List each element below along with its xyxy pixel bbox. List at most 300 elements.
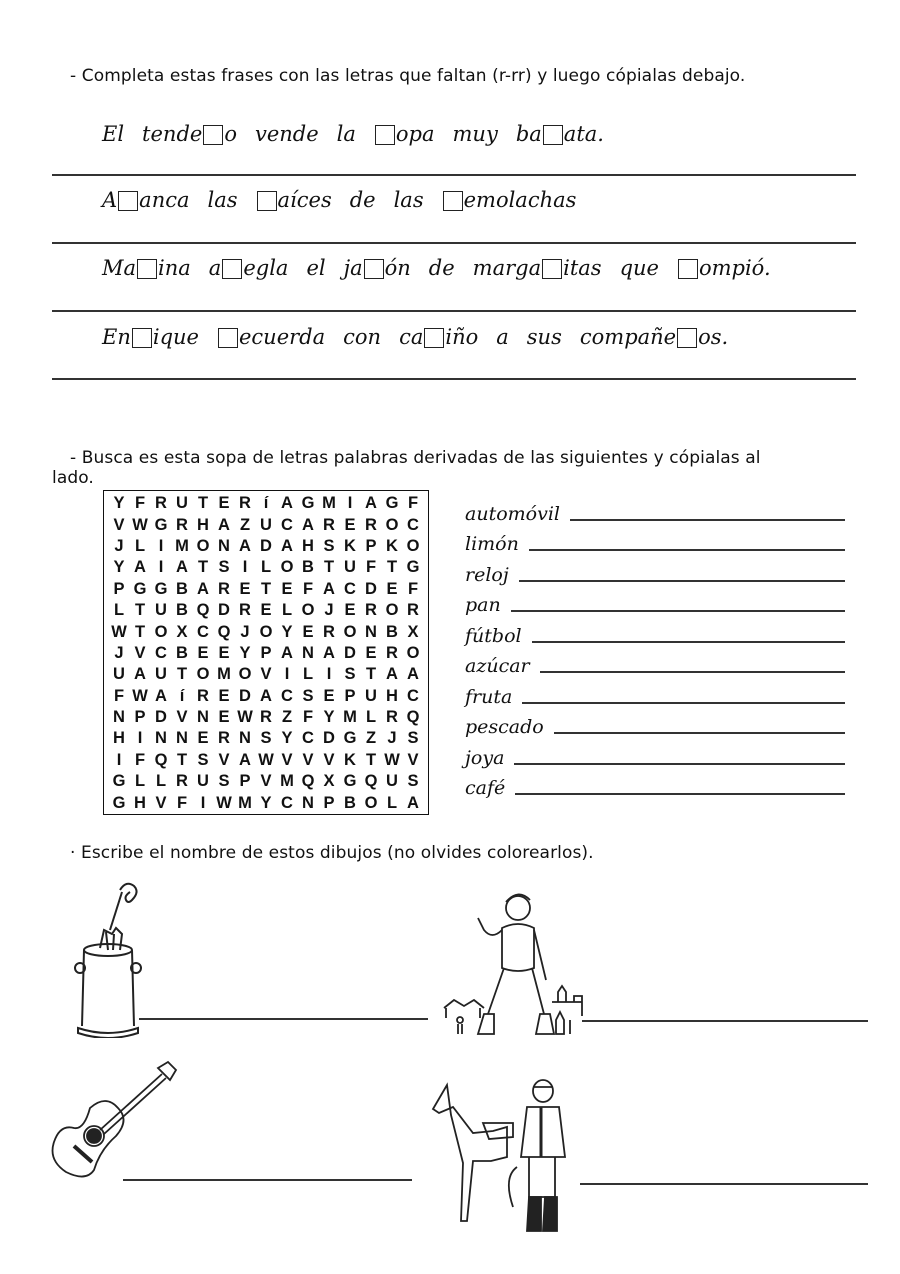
grid-letter[interactable]: E <box>197 643 209 662</box>
grid-letter[interactable]: I <box>284 665 290 684</box>
grid-letter[interactable]: T <box>365 665 377 684</box>
word-list-item <box>465 677 845 708</box>
grid-letter[interactable]: L <box>134 536 146 555</box>
grid-letter[interactable]: L <box>302 665 314 684</box>
grid-letter[interactable]: S <box>407 772 419 791</box>
grid-letter[interactable]: P <box>134 708 146 727</box>
grid-letter[interactable]: N <box>197 708 209 727</box>
derived-word-answer-line[interactable] <box>519 580 845 582</box>
grid-letter[interactable]: M <box>343 708 357 727</box>
grid-letter[interactable]: W <box>216 793 232 812</box>
grid-letter[interactable]: E <box>218 708 230 727</box>
grid-letter[interactable]: A <box>281 643 293 662</box>
grid-letter[interactable]: P <box>365 536 377 555</box>
derived-word-answer-line[interactable] <box>532 641 845 643</box>
answer-line-3[interactable] <box>123 1179 412 1181</box>
letter-gap-box[interactable] <box>257 191 277 211</box>
grid-letter[interactable]: N <box>365 622 377 641</box>
grid-letter[interactable]: A <box>365 494 377 513</box>
grid-letter[interactable]: Z <box>365 729 377 748</box>
grid-letter[interactable]: R <box>218 579 230 598</box>
sentence-word <box>217 325 325 349</box>
letter-gap-box[interactable] <box>132 328 152 348</box>
grid-letter[interactable]: R <box>260 708 272 727</box>
grid-letter[interactable]: T <box>197 494 209 513</box>
grid-letter[interactable]: F <box>176 793 188 812</box>
grid-letter[interactable]: R <box>323 622 335 641</box>
sentence-word <box>256 188 332 212</box>
word-search-grid[interactable] <box>103 490 429 815</box>
grid-letter[interactable]: V <box>323 750 335 769</box>
grid-row <box>109 686 423 707</box>
grid-letter[interactable]: A <box>239 750 251 769</box>
grid-letter[interactable]: Q <box>217 622 231 641</box>
grid-letter[interactable]: F <box>134 750 146 769</box>
grid-letter[interactable]: C <box>302 729 314 748</box>
letter-gap-box[interactable] <box>364 259 384 279</box>
source-word: limón <box>465 533 519 555</box>
grid-letter[interactable]: E <box>197 729 209 748</box>
grid-letter[interactable]: A <box>407 665 419 684</box>
grid-letter[interactable]: A <box>218 515 230 534</box>
grid-letter[interactable]: D <box>155 708 167 727</box>
grid-letter[interactable]: R <box>386 643 398 662</box>
grid-letter[interactable]: A <box>281 494 293 513</box>
grid-letter[interactable]: O <box>154 622 168 641</box>
grid-letter[interactable]: G <box>154 579 168 598</box>
grid-letter[interactable]: O <box>238 665 252 684</box>
grid-letter[interactable]: G <box>112 793 126 812</box>
grid-letter[interactable]: E <box>344 601 356 620</box>
derived-word-answer-line[interactable] <box>554 732 845 734</box>
grid-letter[interactable]: R <box>218 729 230 748</box>
grid-letter[interactable]: J <box>114 536 124 555</box>
grid-letter[interactable]: I <box>347 494 353 513</box>
copy-line-2[interactable] <box>52 242 856 244</box>
grid-letter[interactable]: T <box>197 558 209 577</box>
grid-letter[interactable]: R <box>197 686 209 705</box>
grid-letter[interactable]: E <box>218 494 230 513</box>
grid-letter[interactable]: C <box>344 579 356 598</box>
grid-letter[interactable]: í <box>263 494 269 513</box>
grid-letter[interactable]: B <box>176 643 188 662</box>
sentence-2 <box>102 188 594 212</box>
grid-letter[interactable]: U <box>260 515 272 534</box>
grid-letter[interactable]: U <box>155 665 167 684</box>
word-fragment: sus <box>526 325 562 349</box>
grid-row <box>109 643 423 664</box>
grid-letter[interactable]: J <box>324 601 334 620</box>
word-fragment: ja <box>343 256 363 280</box>
grid-letter[interactable]: E <box>218 643 230 662</box>
grid-letter[interactable]: I <box>242 558 248 577</box>
grid-letter[interactable]: V <box>260 772 272 791</box>
sentence-word <box>209 256 289 280</box>
grid-letter[interactable]: F <box>134 494 146 513</box>
grid-letter[interactable]: E <box>260 601 272 620</box>
grid-letter[interactable]: E <box>323 686 335 705</box>
letter-gap-box[interactable] <box>542 259 562 279</box>
grid-letter[interactable]: U <box>155 601 167 620</box>
grid-letter[interactable]: E <box>218 686 230 705</box>
word-fragment: iño <box>445 325 479 349</box>
grid-letter[interactable]: V <box>134 643 146 662</box>
grid-letter[interactable]: I <box>200 793 206 812</box>
grid-letter[interactable]: T <box>176 750 188 769</box>
grid-letter[interactable]: Y <box>281 729 293 748</box>
grid-letter[interactable]: C <box>197 622 209 641</box>
grid-letter[interactable]: G <box>343 772 357 791</box>
grid-letter[interactable]: L <box>155 772 167 791</box>
grid-letter[interactable]: F <box>407 579 419 598</box>
grid-letter[interactable]: H <box>134 793 146 812</box>
grid-letter[interactable]: N <box>302 643 314 662</box>
word-list-item <box>465 708 845 739</box>
grid-letter[interactable]: A <box>281 536 293 555</box>
letter-gap-box[interactable] <box>678 259 698 279</box>
sentence-word <box>394 188 424 212</box>
copy-line-1[interactable] <box>52 174 856 176</box>
source-word: café <box>465 777 506 799</box>
grid-letter[interactable]: I <box>326 665 332 684</box>
grid-letter[interactable]: J <box>387 729 397 748</box>
grid-letter[interactable]: Y <box>239 643 251 662</box>
answer-line-2[interactable] <box>582 1020 868 1022</box>
grid-letter[interactable]: I <box>116 750 122 769</box>
letter-gap-box[interactable] <box>218 328 238 348</box>
grid-letter[interactable]: Q <box>406 708 420 727</box>
grid-letter[interactable]: O <box>385 515 399 534</box>
grid-letter[interactable]: H <box>386 686 398 705</box>
grid-letter[interactable]: D <box>239 686 251 705</box>
grid-letter[interactable]: W <box>132 515 148 534</box>
grid-letter[interactable]: W <box>111 622 127 641</box>
grid-letter[interactable]: B <box>176 579 188 598</box>
letter-gap-box[interactable] <box>443 191 463 211</box>
grid-letter[interactable]: í <box>179 686 185 705</box>
grid-letter[interactable]: V <box>155 793 167 812</box>
copy-line-4[interactable] <box>52 378 856 380</box>
grid-letter[interactable]: B <box>176 601 188 620</box>
word-list-item <box>465 555 845 586</box>
word-fragment: las <box>393 188 424 212</box>
word-fragment: ique <box>152 325 199 349</box>
grid-letter[interactable]: U <box>386 772 398 791</box>
grid-letter[interactable]: I <box>137 729 143 748</box>
grid-letter[interactable]: N <box>302 793 314 812</box>
grid-letter[interactable]: E <box>239 579 251 598</box>
grid-row <box>109 728 423 749</box>
sentence-word <box>102 256 191 280</box>
grid-letter[interactable]: L <box>365 708 377 727</box>
grid-letter[interactable]: Z <box>281 708 293 727</box>
grid-letter[interactable]: Z <box>239 515 251 534</box>
grid-letter[interactable]: M <box>175 536 189 555</box>
word-fragment: ba <box>515 122 542 146</box>
grid-letter[interactable]: C <box>281 515 293 534</box>
grid-letter[interactable]: H <box>197 515 209 534</box>
grid-letter[interactable]: S <box>197 750 209 769</box>
grid-letter[interactable]: R <box>407 601 419 620</box>
letter-gap-box[interactable] <box>222 259 242 279</box>
grid-letter[interactable]: L <box>113 601 125 620</box>
grid-row <box>109 707 423 728</box>
grid-letter[interactable]: S <box>344 665 356 684</box>
grid-letter[interactable]: I <box>158 558 164 577</box>
grid-letter[interactable]: G <box>385 494 399 513</box>
grid-letter[interactable]: U <box>113 665 125 684</box>
grid-letter[interactable]: K <box>344 750 356 769</box>
grid-letter[interactable]: T <box>134 601 146 620</box>
letter-gap-box[interactable] <box>118 191 138 211</box>
grid-letter[interactable]: D <box>344 643 356 662</box>
sentence-word <box>527 325 562 349</box>
word-list-item <box>465 769 845 800</box>
grid-letter[interactable]: V <box>218 750 230 769</box>
instruction-word-search-cont: lado. <box>52 468 94 488</box>
grid-letter[interactable]: O <box>196 536 210 555</box>
grid-letter[interactable]: A <box>386 665 398 684</box>
grid-letter[interactable]: S <box>260 729 272 748</box>
guitar-icon <box>50 1060 190 1185</box>
grid-letter[interactable]: E <box>344 515 356 534</box>
grid-letter[interactable]: O <box>343 622 357 641</box>
grid-letter[interactable]: R <box>323 515 335 534</box>
sentence-word <box>620 256 659 280</box>
grid-letter[interactable]: R <box>239 494 251 513</box>
grid-letter[interactable]: O <box>259 622 273 641</box>
grid-letter[interactable]: T <box>134 622 146 641</box>
grid-letter[interactable]: X <box>407 622 419 641</box>
letter-gap-box[interactable] <box>424 328 444 348</box>
grid-letter[interactable]: P <box>323 793 335 812</box>
word-fragment: ata. <box>563 122 604 146</box>
grid-letter[interactable]: O <box>406 536 420 555</box>
grid-letter[interactable]: T <box>323 558 335 577</box>
grid-letter[interactable]: K <box>386 536 398 555</box>
grid-letter[interactable]: T <box>260 579 272 598</box>
grid-letter[interactable]: U <box>344 558 356 577</box>
grid-letter[interactable]: B <box>386 622 398 641</box>
letter-gap-box[interactable] <box>375 125 395 145</box>
grid-letter[interactable]: Y <box>281 622 293 641</box>
grid-letter[interactable]: L <box>281 601 293 620</box>
grid-letter[interactable]: A <box>134 665 146 684</box>
grid-letter[interactable]: J <box>240 622 250 641</box>
grid-letter[interactable]: D <box>365 579 377 598</box>
answer-line-4[interactable] <box>580 1183 868 1185</box>
grid-letter[interactable]: W <box>132 686 148 705</box>
grid-letter[interactable]: P <box>239 772 251 791</box>
grid-letter[interactable]: H <box>113 729 125 748</box>
sentence-word <box>429 256 455 280</box>
word-fragment: el <box>306 256 326 280</box>
grid-letter[interactable]: K <box>344 536 356 555</box>
grid-letter[interactable]: N <box>218 536 230 555</box>
grid-letter[interactable]: W <box>384 750 400 769</box>
grid-letter[interactable]: I <box>158 536 164 555</box>
grid-letter[interactable]: B <box>302 558 314 577</box>
grid-letter[interactable]: C <box>281 793 293 812</box>
grid-letter[interactable]: E <box>386 579 398 598</box>
grid-letter[interactable]: Q <box>364 772 378 791</box>
grid-letter[interactable]: O <box>196 665 210 684</box>
sentence-word <box>399 325 478 349</box>
grid-letter[interactable]: F <box>302 579 314 598</box>
grid-letter[interactable]: F <box>302 708 314 727</box>
letter-gap-box[interactable] <box>677 328 697 348</box>
grid-letter[interactable]: N <box>155 729 167 748</box>
grid-letter[interactable]: A <box>323 643 335 662</box>
grid-letter[interactable]: R <box>239 601 251 620</box>
grid-letter[interactable]: W <box>237 708 253 727</box>
grid-letter[interactable]: Q <box>154 750 168 769</box>
grid-letter[interactable]: F <box>407 494 419 513</box>
grid-letter[interactable]: M <box>238 793 252 812</box>
grid-letter[interactable]: S <box>407 729 419 748</box>
grid-letter[interactable]: P <box>113 579 125 598</box>
grid-letter[interactable]: S <box>218 772 230 791</box>
grid-letter[interactable]: G <box>343 729 357 748</box>
derived-word-answer-line[interactable] <box>540 671 845 673</box>
grid-letter[interactable]: R <box>365 515 377 534</box>
grid-letter[interactable]: D <box>260 536 272 555</box>
grid-letter[interactable]: E <box>281 579 293 598</box>
grid-letter[interactable]: U <box>197 772 209 791</box>
grid-letter[interactable]: V <box>407 750 419 769</box>
grid-letter[interactable]: D <box>218 601 230 620</box>
grid-letter[interactable]: M <box>217 665 231 684</box>
grid-letter[interactable]: C <box>281 686 293 705</box>
grid-letter[interactable]: T <box>386 558 398 577</box>
derived-word-answer-line[interactable] <box>522 702 845 704</box>
grid-letter[interactable]: V <box>281 750 293 769</box>
grid-letter[interactable]: B <box>344 793 356 812</box>
word-list-item <box>465 738 845 769</box>
grid-letter[interactable]: O <box>385 601 399 620</box>
horse-rider-icon <box>425 1075 575 1235</box>
grid-letter[interactable]: Y <box>113 494 125 513</box>
derived-word-answer-line[interactable] <box>529 549 845 551</box>
grid-letter[interactable]: G <box>406 558 420 577</box>
grid-letter[interactable]: O <box>364 793 378 812</box>
grid-letter[interactable]: G <box>154 515 168 534</box>
sentence-word <box>102 188 190 212</box>
grid-letter[interactable]: C <box>155 643 167 662</box>
grid-letter[interactable]: M <box>322 494 336 513</box>
grid-letter[interactable]: P <box>344 686 356 705</box>
grid-letter[interactable]: H <box>302 536 314 555</box>
grid-letter[interactable]: G <box>133 579 147 598</box>
grid-letter[interactable]: A <box>302 515 314 534</box>
letter-gap-box[interactable] <box>543 125 563 145</box>
grid-letter[interactable]: G <box>112 772 126 791</box>
grid-letter[interactable]: Q <box>196 601 210 620</box>
letter-gap-box[interactable] <box>203 125 223 145</box>
grid-letter[interactable]: V <box>302 750 314 769</box>
grid-letter[interactable]: O <box>301 601 315 620</box>
grid-letter[interactable]: E <box>365 643 377 662</box>
word-fragment: En <box>102 325 131 349</box>
grid-letter[interactable]: A <box>176 558 188 577</box>
grid-letter[interactable]: N <box>176 729 188 748</box>
grid-letter[interactable]: D <box>323 729 335 748</box>
letter-gap-box[interactable] <box>137 259 157 279</box>
grid-letter[interactable]: R <box>155 494 167 513</box>
grid-letter[interactable]: S <box>302 686 314 705</box>
word-fragment: ca <box>399 325 424 349</box>
grid-letter[interactable]: X <box>176 622 188 641</box>
grid-letter[interactable]: Y <box>113 558 125 577</box>
grid-letter[interactable]: R <box>176 515 188 534</box>
word-fragment: ecuerda <box>238 325 326 349</box>
word-fragment: Ma <box>102 256 137 280</box>
grid-letter[interactable]: L <box>134 772 146 791</box>
grid-letter[interactable]: J <box>114 643 124 662</box>
grid-letter[interactable]: Y <box>323 708 335 727</box>
grid-letter[interactable]: A <box>239 536 251 555</box>
grid-letter[interactable]: A <box>407 793 419 812</box>
grid-letter[interactable]: A <box>323 579 335 598</box>
grid-letter[interactable]: L <box>260 558 272 577</box>
grid-letter[interactable]: A <box>197 579 209 598</box>
grid-letter[interactable]: A <box>134 558 146 577</box>
word-list-item <box>465 647 845 678</box>
grid-letter[interactable]: S <box>323 536 335 555</box>
sentence-1 <box>102 122 622 146</box>
grid-letter[interactable]: A <box>155 686 167 705</box>
grid-letter[interactable]: Y <box>260 793 272 812</box>
grid-letter[interactable]: M <box>280 772 294 791</box>
instruction-word-search: - Busca es esta sopa de letras palabras derivadas de las siguientes y cópialas al <box>70 448 761 468</box>
grid-letter[interactable]: V <box>176 708 188 727</box>
derived-word-answer-line[interactable] <box>511 610 845 612</box>
grid-letter[interactable]: N <box>239 729 251 748</box>
grid-letter[interactable]: U <box>176 494 188 513</box>
grid-letter[interactable]: R <box>386 708 398 727</box>
grid-letter[interactable]: P <box>260 643 272 662</box>
derived-word-answer-line[interactable] <box>514 763 845 765</box>
grid-letter[interactable]: Q <box>301 772 315 791</box>
grid-letter[interactable]: C <box>407 515 419 534</box>
grid-letter[interactable]: T <box>365 750 377 769</box>
grid-letter[interactable]: L <box>386 793 398 812</box>
source-word: pan <box>465 594 501 616</box>
grid-letter[interactable]: R <box>365 601 377 620</box>
grid-letter[interactable]: N <box>113 708 125 727</box>
derived-word-answer-line[interactable] <box>515 793 845 795</box>
derived-word-answer-line[interactable] <box>570 519 845 521</box>
grid-letter[interactable]: C <box>407 686 419 705</box>
grid-letter[interactable]: R <box>176 772 188 791</box>
grid-letter[interactable]: X <box>323 772 335 791</box>
grid-letter[interactable]: W <box>258 750 274 769</box>
answer-line-1[interactable] <box>139 1018 428 1020</box>
grid-letter[interactable]: V <box>260 665 272 684</box>
grid-letter[interactable]: F <box>365 558 377 577</box>
grid-letter[interactable]: V <box>113 515 125 534</box>
grid-letter[interactable]: S <box>218 558 230 577</box>
grid-letter[interactable]: U <box>365 686 377 705</box>
grid-letter[interactable]: F <box>113 686 125 705</box>
grid-letter[interactable]: E <box>302 622 314 641</box>
grid-letter[interactable]: O <box>406 643 420 662</box>
grid-letter[interactable]: G <box>301 494 315 513</box>
grid-letter[interactable]: A <box>260 686 272 705</box>
grid-letter[interactable]: T <box>176 665 188 684</box>
copy-line-3[interactable] <box>52 310 856 312</box>
grid-letter[interactable]: O <box>280 558 294 577</box>
